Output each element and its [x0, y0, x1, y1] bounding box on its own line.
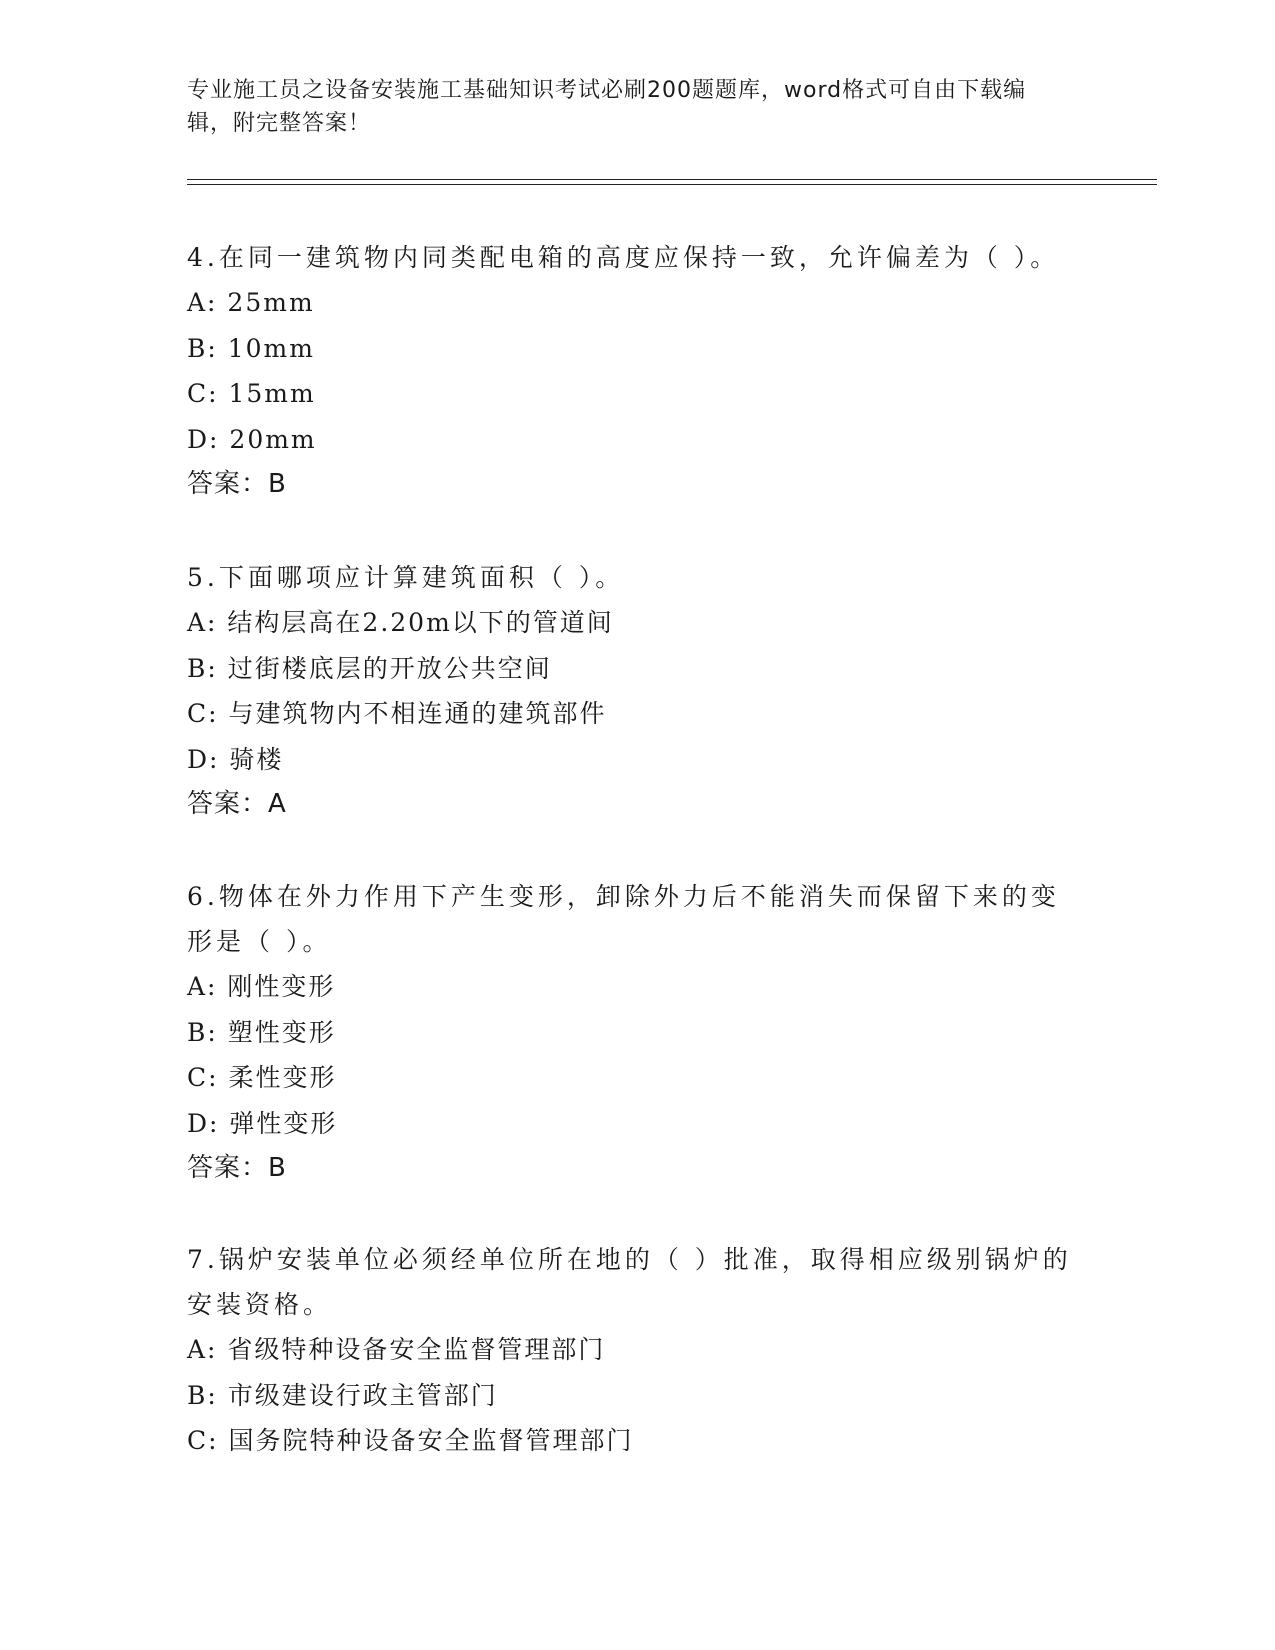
option-c: C: 15mm: [187, 379, 316, 408]
option-c: C: 国务院特种设备安全监督管理部门: [187, 1426, 634, 1455]
option-a: A: 结构层高在2.20m以下的管道间: [187, 608, 614, 637]
option-d: D: 弹性变形: [187, 1108, 338, 1138]
option-d: D: 20mm: [187, 424, 317, 454]
option-b: B: 市级建设行政主管部门: [187, 1380, 498, 1410]
question-stem: 6.物体在外力作用下产生变形，卸除外力后不能消失而保留下来的变形是（ ）。: [187, 882, 1060, 956]
document-title: 专业施工员之设备安装施工基础知识考试必刷200题题库，word格式可自由下载编辑，附完整答案！: [187, 78, 1027, 136]
option-b: B: 10mm: [187, 333, 315, 363]
question-stem: 5.下面哪项应计算建筑面积（ ）。: [187, 563, 625, 592]
option-a: A: 刚性变形: [187, 972, 336, 1001]
answer: 答案：B: [187, 469, 287, 499]
option-a: A: 省级特种设备安全监督管理部门: [187, 1335, 606, 1364]
header-divider-bottom: [187, 184, 1157, 185]
answer: 答案：B: [187, 1153, 287, 1183]
option-b: B: 塑性变形: [187, 1017, 336, 1047]
question-stem: 7.锅炉安装单位必须经单位所在地的（ ）批准，取得相应级别锅炉的安装资格。: [187, 1245, 1072, 1319]
header-divider-top: [187, 179, 1157, 180]
option-b: B: 过街楼底层的开放公共空间: [187, 653, 552, 683]
question-6: [187, 874, 1087, 1190]
option-c: C: 与建筑物内不相连通的建筑部件: [187, 699, 607, 728]
question-5: [187, 555, 1087, 826]
answer: 答案：A: [187, 789, 287, 819]
question-stem: 4.在同一建筑物内同类配电箱的高度应保持一致，允许偏差为（ ）。: [187, 243, 1060, 272]
option-c: C: 柔性变形: [187, 1063, 337, 1092]
question-7: [187, 1237, 1087, 1464]
option-a: A: 25mm: [187, 288, 315, 317]
question-4: [187, 235, 1087, 506]
option-d: D: 骑楼: [187, 744, 284, 774]
